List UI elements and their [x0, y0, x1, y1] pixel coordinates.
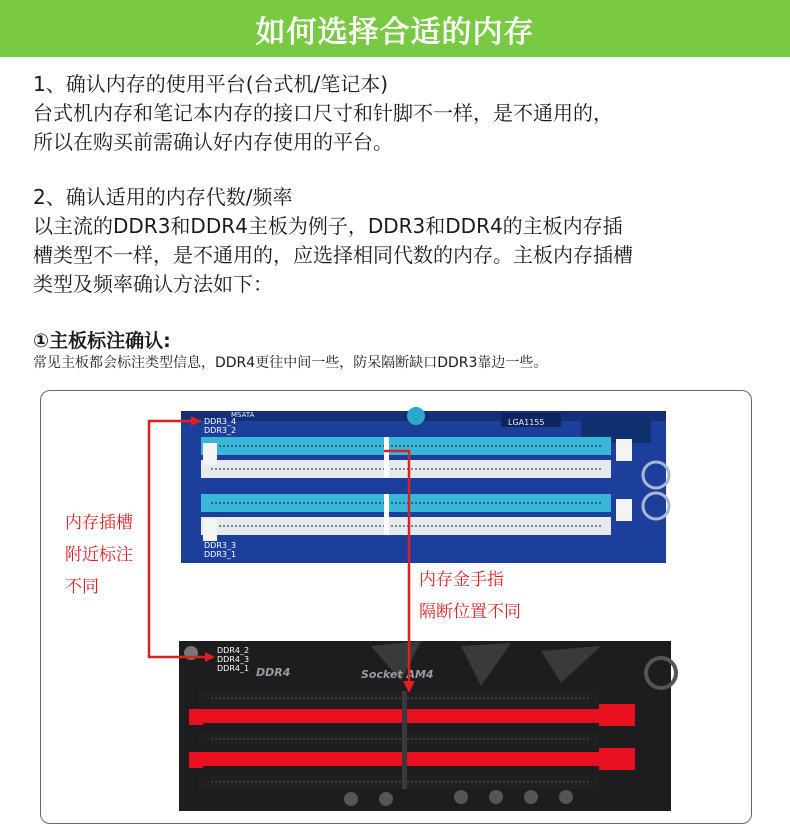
motherboard-illustration — [41, 391, 751, 823]
section-2 — [33, 183, 773, 299]
ddr4-label-3: DDR4_1 — [217, 664, 250, 673]
title-banner — [0, 0, 790, 57]
msata-label: MSATA — [231, 411, 255, 419]
ddr4-label-2: DDR4_3 — [217, 655, 250, 664]
page-title: 如何选择合适的内存 — [255, 14, 535, 50]
ddr3-label-3: DDR3_3 — [204, 541, 237, 550]
lga-label: LGA1155 — [508, 418, 545, 427]
section-1-line-1: 台式机内存和笔记本内存的接口尺寸和针脚不一样，是不通用的， — [33, 101, 613, 125]
annotation-line: 附近标注 — [65, 545, 133, 565]
annotation-slot-labels — [65, 507, 133, 603]
subsection-title: ①主板标注确认: — [33, 330, 171, 352]
ddr4-board — [179, 641, 676, 811]
ddr3-label-4: DDR3_1 — [204, 550, 237, 559]
ddr4-board-text: DDR4 — [256, 666, 291, 679]
section-1-heading: 1、确认内存的使用平台(台式机/笔记本) — [33, 72, 389, 96]
annotation-line: 内存插槽 — [65, 513, 133, 533]
socket-text: Socket AM4 — [361, 668, 434, 681]
annotation-line: 隔断位置不同 — [419, 602, 521, 622]
subsection-note: 常见主板都会标注类型信息，DDR4更往中间一些，防呆隔断缺口DDR3靠边一些。 — [33, 355, 548, 371]
ddr3-label-1: DDR3_4 — [204, 417, 237, 426]
section-1-line-2: 所以在购买前需确认好内存使用的平台。 — [33, 130, 393, 154]
section-2-line-1: 以主流的DDR3和DDR4主板为例子，DDR3和DDR4的主板内存插 — [33, 214, 623, 238]
ddr3-board — [181, 407, 669, 563]
section-2-line-2: 槽类型不一样，是不通用的，应选择相同代数的内存。主板内存插槽 — [33, 243, 633, 267]
section-2-line-3: 类型及频率确认方法如下： — [33, 272, 273, 296]
annotation-line: 内存金手指 — [419, 570, 504, 590]
annotation-gold-finger — [419, 564, 521, 628]
ddr4-label-1: DDR4_2 — [217, 646, 250, 655]
section-2-heading: 2、确认适用的内存代数/频率 — [33, 185, 293, 209]
annotation-line: 不同 — [65, 577, 99, 597]
section-1 — [33, 70, 773, 157]
motherboard-figure — [40, 390, 752, 824]
ddr3-label-2: DDR3_2 — [204, 426, 237, 435]
